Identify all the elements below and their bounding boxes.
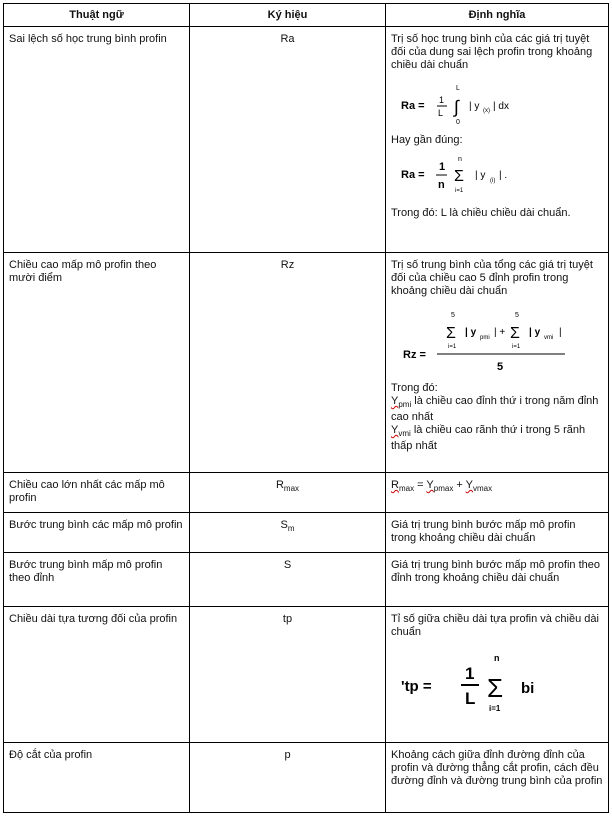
formula-tail: | dx: [493, 101, 509, 112]
definition-cell: Giá trị trung bình bước mấp mô profin theo đỉnh trong khoảng chiều dài chuẩn: [386, 553, 609, 607]
sum-sign: Σ: [487, 673, 504, 703]
header-symbol: Ký hiệu: [190, 4, 386, 27]
sum1-sign: Σ: [446, 325, 456, 342]
sum2-upper: 5: [515, 312, 519, 319]
ypm-definition: $Y_{pmi}$ là chiều cao đỉnh thứ i trong năm đỉnh cao nhất: [391, 395, 599, 423]
rz-y2: | y: [529, 327, 541, 338]
symbol-cell: S: [190, 553, 386, 607]
integral-sign: ∫: [454, 97, 459, 117]
definition-cell: $R_{max} = Y_{pmax} + Y_{vmax}$: [386, 473, 609, 513]
table-row: [4, 553, 609, 607]
symbol-cell: $R_{max}$: [190, 473, 386, 513]
yvm-definition: $Y_{vmi}$ là chiều cao rãnh thứ i trong 5 rãnh thấp nhất: [391, 424, 586, 452]
formula-lhs: Ra =: [401, 169, 425, 181]
ra-integral-formula: [397, 82, 527, 126]
definition-cell: [386, 253, 609, 473]
formula-den: L: [465, 689, 476, 708]
definition-cell: Khoảng cách giữa đỉnh đường đỉnh của profin và đường thẳng cắt profin, cách đều đường đỉnh và đường trung bình của profin: [386, 743, 609, 813]
rz-den: 5: [497, 361, 504, 373]
formula-den: n: [438, 179, 445, 191]
definition-cell: [386, 607, 609, 743]
definition-cell: [386, 27, 609, 253]
definition-text: Trị số học trung bình của các giá trị tuyệt đối của dung sai lệch profin trong khoảng chiều dài chuẩn: [391, 33, 593, 71]
definition-cell: Giá trị trung bình bước mấp mô profin trong khoảng chiều dài chuẩn: [386, 513, 609, 553]
formula-body: | y: [475, 170, 486, 181]
formula-body: | y: [469, 101, 480, 112]
term-cell: Độ cắt của profin: [4, 743, 190, 813]
sum-lower: i=1: [489, 704, 501, 713]
symbol-cell: Ra: [190, 27, 386, 253]
term-cell: Bước trung bình các mấp mô profin: [4, 513, 190, 553]
symbol-cell: tp: [190, 607, 386, 743]
sum2-lower: i=1: [512, 344, 521, 350]
integral-upper: L: [456, 85, 460, 92]
symbol-cell: $S_m$: [190, 513, 386, 553]
formula-lhs: Rz =: [403, 349, 426, 361]
note-text: Trong đó: L là chiều chiều dài chuẩn.: [391, 207, 571, 219]
yvmax-symbol: $Y_{vmax}$: [465, 479, 493, 493]
rz-formula: [401, 308, 571, 374]
rz-mid: | +: [494, 327, 506, 338]
table-row: [4, 513, 609, 553]
where-text: Trong đó:: [391, 382, 438, 394]
ra-sum-formula: [397, 153, 527, 195]
sum-upper: n: [494, 653, 500, 663]
term-cell: Chiều cao mấp mô profin theo mười điểm: [4, 253, 190, 473]
ypm-symbol: $Y_{pmi}$: [391, 395, 412, 409]
approx-text: Hay gần đúng:: [391, 134, 463, 146]
header-definition: Định nghĩa: [386, 4, 609, 27]
sum-sign: Σ: [454, 168, 464, 185]
table-row: [4, 473, 609, 513]
formula-sub: (x): [483, 108, 490, 114]
sum-upper: n: [458, 156, 462, 163]
ypmax-symbol: $Y_{pmax}$: [426, 479, 454, 493]
rz-end: |: [559, 327, 562, 338]
rz-s1: pmi: [480, 335, 490, 341]
tp-formula: [399, 649, 559, 721]
rmax-symbol: $R_{max}$: [391, 479, 415, 493]
formula-tail: | .: [499, 170, 508, 181]
sum2-sign: Σ: [510, 325, 520, 342]
formula-num: 1: [439, 95, 445, 105]
term-cell: Chiều cao lớn nhất các mấp mô profin: [4, 473, 190, 513]
table-row: [4, 253, 609, 473]
sum-lower: i=1: [455, 188, 464, 194]
header-term: Thuật ngữ: [4, 4, 190, 27]
rz-s2: vmi: [544, 335, 554, 341]
rz-y1: | y: [465, 327, 477, 338]
table-row: [4, 743, 609, 813]
roughness-parameters-table: [3, 3, 609, 813]
formula-body: bi: [521, 680, 535, 697]
definition-text: Tỉ số giữa chiều dài tựa profin và chiều dài chuẩn: [391, 613, 599, 638]
yvm-symbol: $Y_{vmi}$: [391, 424, 411, 438]
table-header-row: [4, 4, 609, 27]
formula-lhs: 'tp =: [401, 678, 432, 695]
formula-sub: (i): [490, 178, 496, 184]
definition-text: Trị số trung bình của tổng các giá trị tuyệt đối của chiều cao 5 đỉnh profin trong khoảng chiều dài chuẩn: [391, 259, 593, 297]
table-row: [4, 607, 609, 743]
term-cell: Chiều dài tựa tương đối của profin: [4, 607, 190, 743]
symbol-cell: Rz: [190, 253, 386, 473]
integral-lower: 0: [456, 119, 460, 126]
sum1-upper: 5: [451, 312, 455, 319]
symbol-cell: p: [190, 743, 386, 813]
sum1-lower: i=1: [448, 344, 457, 350]
term-cell: Bước trung bình mấp mô profin theo đỉnh: [4, 553, 190, 607]
formula-num: 1: [465, 664, 475, 683]
term-cell: Sai lệch số học trung bình profin: [4, 27, 190, 253]
table-row: [4, 27, 609, 253]
formula-den: L: [438, 108, 444, 118]
formula-num: 1: [439, 161, 446, 173]
formula-lhs: Ra =: [401, 100, 425, 112]
